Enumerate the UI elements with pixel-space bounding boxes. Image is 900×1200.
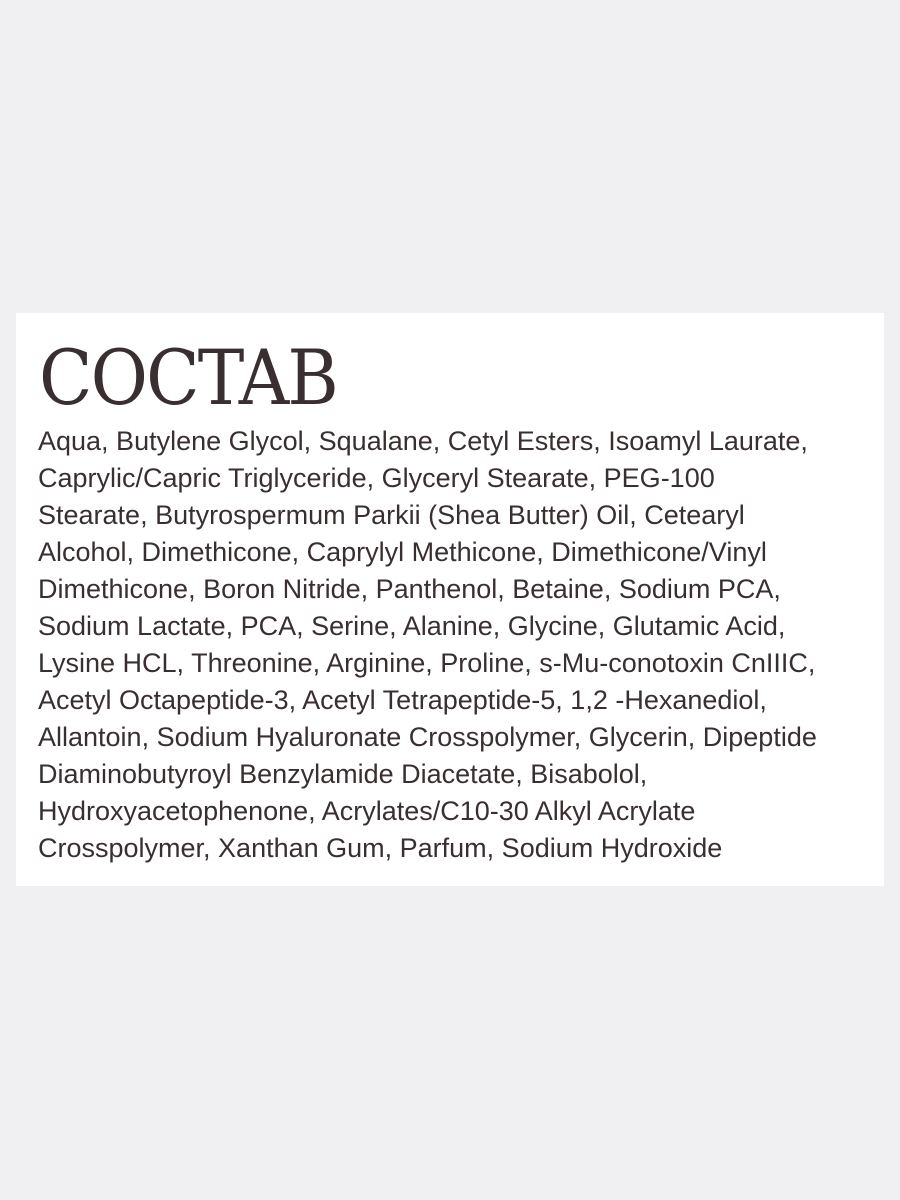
panel-title: COCTAB	[39, 333, 337, 422]
ingredient-line: Crosspolymer, Xanthan Gum, Parfum, Sodium Hydroxide	[38, 833, 723, 863]
ingredient-line: Dimethicone, Boron Nitride, Panthenol, Betaine, Sodium PCA,	[38, 574, 781, 604]
ingredient-line: Alcohol, Dimethicone, Caprylyl Methicone, Dimethicone/Vinyl	[38, 537, 767, 567]
ingredients-panel	[16, 313, 884, 886]
ingredient-line: Acetyl Octapeptide-3, Acetyl Tetrapeptide-5, 1,2 -Hexanediol,	[38, 685, 767, 715]
ingredient-line: Stearate, Butyrospermum Parkii (Shea Butter) Oil, Cetearyl	[38, 500, 745, 530]
ingredients-list	[38, 423, 878, 867]
ingredient-line: Aqua, Butylene Glycol, Squalane, Cetyl Esters, Isoamyl Laurate,	[38, 426, 808, 456]
ingredient-line: Hydroxyacetophenone, Acrylates/C10-30 Alkyl Acrylate	[38, 796, 696, 826]
ingredient-line: Diaminobutyroyl Benzylamide Diacetate, Bisabolol,	[38, 759, 648, 789]
ingredient-line: Allantoin, Sodium Hyaluronate Crosspolymer, Glycerin, Dipeptide	[38, 722, 817, 752]
ingredient-line: Lysine HCL, Threonine, Arginine, Proline, s-Mu-conotoxin CnIIIC,	[38, 648, 816, 678]
ingredient-line: Caprylic/Capric Triglyceride, Glyceryl Stearate, PEG-100	[38, 463, 715, 493]
ingredient-line: Sodium Lactate, PCA, Serine, Alanine, Glycine, Glutamic Acid,	[38, 611, 786, 641]
